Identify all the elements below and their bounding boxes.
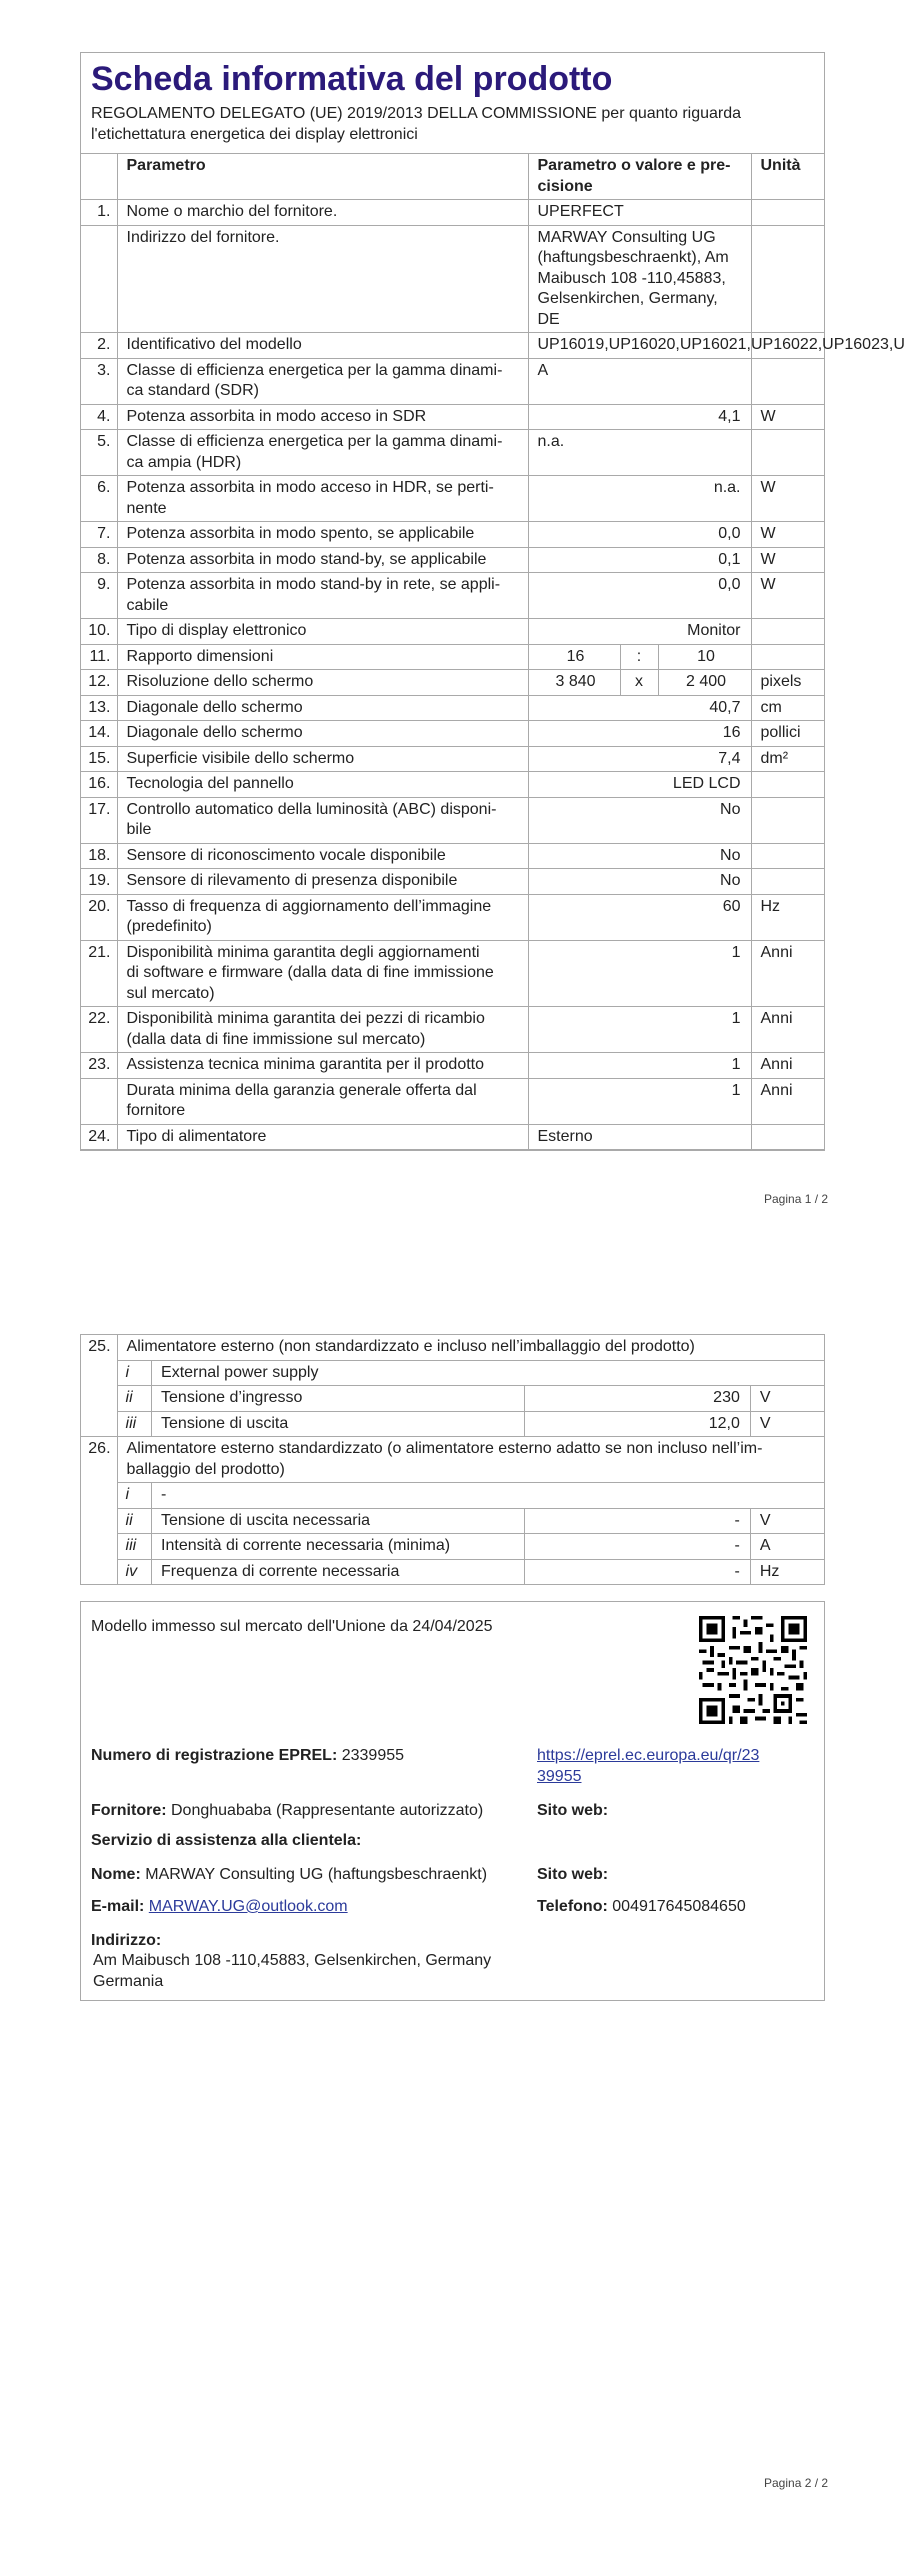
header-value: Parametro o valore e pre- cisione (528, 154, 751, 200)
page-number-1: Pagina 1 / 2 (764, 1192, 829, 1206)
email-line: E-mail: MARWAY.UG@outlook.com (91, 1898, 348, 1915)
table-row: 17. Controllo automatico della luminosità (ABC) disponi- bile No (81, 797, 824, 843)
address-value: Am Maibusch 108 -110,45883, Gelsenkirchen, Germany Germania (93, 1952, 492, 1990)
address-label: Indirizzo: (91, 1932, 162, 1949)
name-line: Nome: MARWAY Consulting UG (haftungsbeschraenkt) (91, 1866, 488, 1883)
table-row: 1. Nome o marchio del fornitore. UPERFECT (81, 200, 824, 226)
table-row: 7. Potenza assorbita in modo spento, se applicabile 0,0 W (81, 522, 824, 548)
table-row: 19. Sensore di rilevamento di presenza disponibile No (81, 869, 824, 895)
table-row: 25. Alimentatore esterno (non standardizzato e incluso nell’imballaggio del prodotto) (81, 1335, 825, 1361)
table-row: 10. Tipo di display elettronico Monitor (81, 619, 824, 645)
table-row: i - (81, 1483, 825, 1509)
table-row: 20. Tasso di frequenza di aggiornamento dell’immagine (predefinito) 60 Hz (81, 894, 824, 940)
market-date: Modello immesso sul mercato dell'Unione da 24/04/2025 (91, 1618, 493, 1635)
table-header-row (81, 154, 824, 200)
table-row: 6. Potenza assorbita in modo acceso in HDR, se perti- nente n.a. W (81, 476, 824, 522)
header-param: Parametro (117, 154, 528, 200)
table-row: 26. Alimentatore esterno standardizzato (o alimentatore esterno adatto se non incluso nell’im- ballaggio del prodotto) (81, 1437, 825, 1483)
product-info-sheet-page-1 (80, 52, 905, 1151)
website-label-2: Sito web: (537, 1866, 609, 1883)
website-label: Sito web: (537, 1802, 609, 1819)
table-row: iii Intensità di corrente necessaria (minima) - A (81, 1534, 825, 1560)
table-row: 9. Potenza assorbita in modo stand-by in rete, se appli- cabile 0,0 W (81, 573, 824, 619)
product-info-sheet-page-2 (80, 1334, 825, 1585)
table-row: 3. Classe di efficienza energetica per la gamma dinami- ca standard (SDR) A (81, 358, 824, 404)
table-row: Indirizzo del fornitore. MARWAY Consulting UG (haftungsbeschraenkt), Am Maibusch 108 -110,45883, Gelsenkirchen, Germany, DE (81, 225, 824, 333)
table-row: 8. Potenza assorbita in modo stand-by, se applicabile 0,1 W (81, 547, 824, 573)
table-row: 18. Sensore di riconoscimento vocale disponibile No (81, 843, 824, 869)
page-title: Scheda informativa del prodotto (91, 60, 613, 98)
power-supply-table (80, 1334, 825, 1585)
regulation-subtitle: REGOLAMENTO DELEGATO (UE) 2019/2013 DELLA COMMISSIONE per quanto riguarda l'etichettatura energetica dei display elettronici (91, 105, 742, 143)
phone-line: Telefono: 004917645084650 (537, 1898, 746, 1915)
supplier-line: Fornitore: Donghuababa (Rappresentante autorizzato) (91, 1802, 484, 1819)
supplier-info-box (80, 1601, 825, 2001)
eprel-label: Numero di registrazione EPREL: 2339955 (91, 1747, 405, 1764)
table-row: 13. Diagonale dello schermo 40,7 cm (81, 695, 824, 721)
table-row: 24. Tipo di alimentatore Esterno (81, 1124, 824, 1150)
parameters-table (81, 153, 905, 1150)
page-number-2: Pagina 2 / 2 (764, 2476, 829, 2490)
table-row: Durata minima della garanzia generale offerta dal fornitore 1 Anni (81, 1078, 824, 1124)
eprel-number: 2339955 (341, 1747, 405, 1764)
table-row: 16. Tecnologia del pannello LED LCD (81, 772, 824, 798)
table-row: iv Frequenza di corrente necessaria - Hz (81, 1559, 825, 1585)
table-row: 15. Superficie visibile dello schermo 7,4 dm² (81, 746, 824, 772)
customer-service-label: Servizio di assistenza alla clientela: (91, 1832, 362, 1849)
model-identifier-value: UP16019,UP16020,UP16021,UP16022,UP16023,U (528, 333, 751, 359)
email-link[interactable]: MARWAY.UG@outlook.com (148, 1898, 348, 1915)
table-row: 2. Identificativo del modello UP16019,UP16020,UP16021,UP16022,UP16023,U (81, 333, 824, 359)
table-row: ii Tensione di uscita necessaria - V (81, 1508, 825, 1534)
table-row: 22. Disponibilità minima garantita dei pezzi di ricambio (dalla data di fine immissione sul mercato) 1 Anni (81, 1007, 824, 1053)
table-row: iii Tensione di uscita 12,0 V (81, 1411, 825, 1437)
eprel-link[interactable]: https://eprel.ec.europa.eu/qr/23 39955 (537, 1747, 760, 1785)
qr-code-icon[interactable] (699, 1616, 807, 1724)
table-row: 21. Disponibilità minima garantita degli aggiornamenti di software e firmware (dalla data di fine immissione sul mercato) 1 Anni (81, 940, 824, 1007)
table-row: 23. Assistenza tecnica minima garantita per il prodotto 1 Anni (81, 1053, 824, 1079)
table-row: 11. Rapporto dimensioni 16 : 10 (81, 644, 824, 670)
table-row: 5. Classe di efficienza energetica per la gamma dinami- ca ampia (HDR) n.a. (81, 430, 824, 476)
table-row: ii Tensione d’ingresso 230 V (81, 1386, 825, 1412)
table-row: 4. Potenza assorbita in modo acceso in SDR 4,1 W (81, 404, 824, 430)
header-unit: Unità (751, 154, 824, 200)
table-row: 12. Risoluzione dello schermo 3 840 x 2 400 pixels (81, 670, 824, 696)
supplier-address-value: MARWAY Consulting UG (haftungsbeschraenkt), Am Maibusch 108 -110,45883, Gelsenkirchen, Germany, DE (528, 225, 751, 333)
table-row: i External power supply (81, 1360, 825, 1386)
table-row: 14. Diagonale dello schermo 16 pollici (81, 721, 824, 747)
